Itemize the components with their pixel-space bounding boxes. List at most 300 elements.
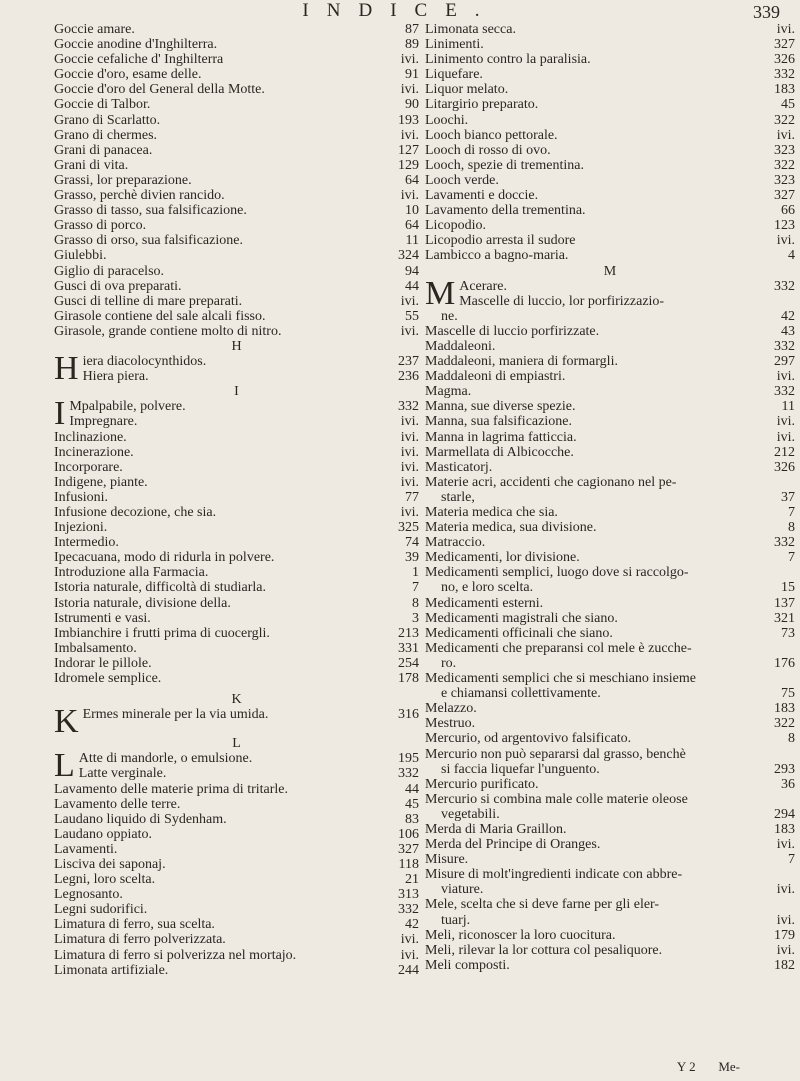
index-entry: [425, 339, 795, 354]
index-entry: [54, 656, 419, 671]
entry-text: Istrumenti e vasi.: [54, 610, 151, 626]
entry-page-number: ivi.: [776, 429, 795, 445]
entry-page-number: 322: [774, 157, 795, 173]
entry-text: Lambicco a bagno-maria.: [425, 248, 569, 264]
entry-page-number: 55: [405, 308, 419, 324]
section-l-head-rows: [54, 751, 419, 781]
index-entry: [54, 294, 419, 309]
index-entry: [54, 203, 419, 218]
entry-page-number: ivi.: [776, 942, 795, 958]
index-entry: [425, 430, 795, 445]
entry-text: Matraccio.: [425, 535, 486, 551]
index-entry: [54, 596, 419, 611]
index-entry: [425, 777, 795, 792]
section-m: [425, 309, 795, 973]
entry-page-number: 293: [774, 761, 795, 777]
index-entry: [54, 797, 419, 812]
index-entry: [54, 812, 419, 827]
entry-page-number: ivi.: [776, 837, 795, 853]
entry-text: Lavamento della trementina.: [425, 203, 586, 219]
drop-initial-i: I: [54, 399, 66, 430]
letter-heading-m: M: [603, 263, 617, 279]
index-entry: [425, 158, 795, 173]
entry-text: Goccie anodine d'Inghilterra.: [54, 37, 218, 53]
entry-text: Mascelle di luccio porfirizzate.: [425, 323, 600, 339]
section-i-head: [54, 399, 419, 429]
page-footer: [677, 1059, 740, 1075]
entry-text: Ermes minerale per la via umida.: [82, 707, 269, 723]
entry-page-number: 118: [398, 856, 419, 872]
entry-page-number: 244: [398, 962, 419, 978]
entry-text: Mercurio non può separarsi dal grasso, benchè: [425, 746, 686, 762]
index-entry: [425, 143, 795, 158]
entry-page-number: 64: [405, 218, 419, 234]
entry-page-number: 294: [774, 806, 795, 822]
letter-heading-k: K: [231, 692, 242, 708]
entry-page-number: 83: [405, 811, 419, 827]
entry-page-number: 137: [774, 595, 795, 611]
index-entry: [425, 67, 795, 82]
entry-text: Girasole contiene del sale alcali fisso.: [54, 308, 266, 324]
entry-page-number: 42: [405, 917, 419, 933]
index-entry: [425, 762, 795, 777]
entry-text: Grasso di porco.: [54, 218, 147, 234]
index-entry: [54, 948, 419, 963]
entry-text: Marmellata di Albicocche.: [425, 444, 574, 460]
index-entry: [54, 857, 419, 872]
index-entry: [425, 550, 795, 565]
entry-page-number: ivi.: [400, 323, 419, 339]
entry-text: Medicamenti esterni.: [425, 595, 544, 611]
entry-text: Giulebbi.: [54, 248, 107, 264]
index-entry: [425, 384, 795, 399]
entry-page-number: 183: [774, 821, 795, 837]
index-entry: [425, 113, 795, 128]
section-h-rows: [54, 354, 419, 384]
entry-text: Imbalsamento.: [54, 640, 137, 656]
index-entry: [425, 324, 795, 339]
entry-page-number: 45: [405, 796, 419, 812]
entry-page-number: 1: [412, 565, 419, 581]
entry-page-number: 127: [398, 142, 419, 158]
entry-page-number: 327: [398, 841, 419, 857]
entry-text: Goccie cefaliche d' Inghilterra: [54, 52, 224, 68]
entry-page-number: 73: [781, 625, 795, 641]
entry-text: Manna in lagrima fatticcia.: [425, 429, 577, 445]
index-entry: [425, 414, 795, 429]
index-entry: [425, 188, 795, 203]
section-l-head: [54, 751, 419, 781]
entry-text: Grasso di orso, sua falsificazione.: [54, 233, 243, 249]
entry-page-number: ivi.: [400, 947, 419, 963]
entry-page-number: 8: [412, 595, 419, 611]
section-m-head-rows: [425, 279, 795, 309]
index-entry: [54, 324, 419, 339]
entry-text: Merda di Maria Graillon.: [425, 821, 567, 837]
index-entry: [425, 656, 795, 671]
entry-page-number: 90: [405, 97, 419, 113]
index-entry: [425, 97, 795, 112]
page-number: 339: [753, 2, 780, 22]
index-entry: [54, 550, 419, 565]
entry-page-number: 44: [405, 278, 419, 294]
index-entry: [83, 707, 419, 722]
entry-text: Mele, scelta che si deve farne per gli eler-: [425, 897, 660, 913]
entry-text: Misure.: [425, 852, 469, 868]
entry-page-number: 297: [774, 354, 795, 370]
index-entry: [54, 887, 419, 902]
index-entry: [425, 958, 795, 973]
entry-page-number: ivi.: [400, 429, 419, 445]
entry-text: Licopodio arresta il sudore: [425, 233, 576, 249]
index-entry: [54, 917, 419, 932]
section-k: [54, 707, 419, 736]
entry-page-number: 44: [405, 781, 419, 797]
section-l-cont: [425, 22, 795, 264]
entry-text: Looch verde.: [425, 172, 499, 188]
entry-page-number: 332: [774, 338, 795, 354]
index-entry: [425, 22, 795, 37]
index-entry: [54, 842, 419, 857]
entry-text: Medicamenti semplici, luogo dove si raccolgo-: [425, 565, 689, 581]
index-entry: [83, 369, 419, 384]
entry-page-number: 7: [788, 550, 795, 566]
entry-page-number: 332: [398, 902, 419, 918]
index-entry: [425, 747, 795, 762]
index-entry: [54, 158, 419, 173]
index-entry: [425, 173, 795, 188]
index-entry: [54, 902, 419, 917]
index-entry: [54, 782, 419, 797]
index-entry: [425, 913, 795, 928]
index-entry: [54, 872, 419, 887]
entry-text: Liquor melato.: [425, 82, 509, 98]
entry-page-number: ivi.: [400, 127, 419, 143]
section-i-head-rows: [54, 399, 419, 429]
entry-text: Laudano liquido di Sydenham.: [54, 811, 227, 827]
entry-page-number: 15: [781, 580, 795, 596]
entry-text: Gusci di ova preparati.: [54, 278, 182, 294]
entry-page-number: 195: [398, 751, 419, 767]
section-l: [54, 782, 419, 978]
entry-page-number: 183: [774, 701, 795, 717]
entry-page-number: ivi.: [776, 414, 795, 430]
entry-page-number: 182: [774, 957, 795, 973]
entry-page-number: ivi.: [776, 233, 795, 249]
index-entry: [425, 671, 795, 686]
entry-page-number: 324: [398, 248, 419, 264]
entry-page-number: 36: [781, 776, 795, 792]
entry-text: Hiera piera.: [82, 369, 149, 385]
entry-page-number: 75: [781, 686, 795, 702]
entry-text: Linimento contro la paralisia.: [425, 52, 591, 68]
entry-page-number: 11: [781, 399, 795, 415]
index-entry: [425, 309, 795, 324]
entry-text: Medicamenti officinali che siano.: [425, 625, 613, 641]
entry-text: Merda del Principe di Oranges.: [425, 837, 601, 853]
index-entry: [425, 943, 795, 958]
entry-text: Lavamenti.: [54, 841, 118, 857]
entry-page-number: ivi.: [776, 127, 795, 143]
entry-page-number: 8: [788, 731, 795, 747]
index-entry: [459, 294, 795, 309]
entry-page-number: 326: [774, 52, 795, 68]
index-entry: [54, 671, 419, 686]
index-entry: [425, 520, 795, 535]
index-entry: [69, 399, 419, 414]
index-entry: [54, 67, 419, 82]
index-entry: [425, 928, 795, 943]
entry-page-number: 7: [788, 852, 795, 868]
entry-text: Limatura di ferro polverizzata.: [54, 932, 226, 948]
index-entry: [425, 731, 795, 746]
entry-text: Infusione decozione, che sia.: [54, 505, 217, 520]
entry-page-number: 332: [774, 278, 795, 294]
entry-page-number: 89: [405, 37, 419, 53]
entry-text: Manna, sua falsificazione.: [425, 414, 572, 430]
index-entry: [79, 766, 419, 781]
entry-text: Lavamenti e doccie.: [425, 188, 539, 204]
letter-heading-l: L: [232, 736, 241, 752]
index-entry: [425, 837, 795, 852]
entry-text: vegetabili.: [441, 806, 500, 822]
entry-text: Intermedio.: [54, 535, 119, 551]
entry-page-number: 323: [774, 172, 795, 188]
entry-page-number: 7: [788, 505, 795, 520]
entry-page-number: 332: [774, 535, 795, 551]
index-entry: [425, 505, 795, 520]
entry-text: Misure di molt'ingredienti indicate con abbre-: [425, 867, 683, 883]
section-g: [54, 22, 419, 339]
entry-page-number: ivi.: [400, 293, 419, 309]
entry-page-number: 74: [405, 535, 419, 551]
index-entry: [54, 580, 419, 595]
entry-text: Ipecacuana, modo di ridurla in polvere.: [54, 550, 275, 566]
index-entry: [54, 626, 419, 641]
entry-page-number: 43: [781, 323, 795, 339]
index-entry: [425, 852, 795, 867]
entry-page-number: 45: [781, 97, 795, 113]
entry-page-number: 254: [398, 655, 419, 671]
index-entry: [54, 520, 419, 535]
entry-text: Materia medica, sua divisione.: [425, 520, 597, 536]
entry-page-number: 37: [781, 489, 795, 505]
entry-page-number: ivi.: [400, 474, 419, 490]
index-entry: [54, 475, 419, 490]
entry-text: Grasso di tasso, sua falsificazione.: [54, 203, 247, 219]
entry-page-number: 178: [398, 671, 419, 687]
entry-text: Mercurio purificato.: [425, 776, 539, 792]
index-entry: [54, 22, 419, 37]
entry-page-number: 236: [398, 369, 419, 385]
entry-text: Incorporare.: [54, 459, 123, 475]
index-entry: [54, 963, 419, 978]
entry-text: iera diacolocynthidos.: [82, 354, 207, 370]
entry-text: si faccia liquefar l'unguento.: [441, 761, 600, 777]
entry-text: Lavamento delle terre.: [54, 796, 181, 812]
entry-text: Melazzo.: [425, 701, 477, 717]
index-entry: [425, 445, 795, 460]
index-entry: [425, 686, 795, 701]
index-entry: [425, 701, 795, 716]
index-entry: [425, 490, 795, 505]
entry-page-number: ivi.: [776, 882, 795, 898]
entry-page-number: 313: [398, 887, 419, 903]
index-entry: [425, 128, 795, 143]
entry-text: Girasole, grande contiene molto di nitro.: [54, 323, 282, 339]
entry-page-number: 331: [398, 640, 419, 656]
index-entry: [425, 354, 795, 369]
index-entry: [54, 565, 419, 580]
entry-page-number: 10: [405, 203, 419, 219]
entry-text: Linimenti.: [425, 37, 484, 53]
entry-page-number: 326: [774, 459, 795, 475]
index-entry: [425, 822, 795, 837]
index-entry: [54, 611, 419, 626]
drop-initial-l: L: [54, 751, 75, 782]
entry-page-number: 176: [774, 655, 795, 671]
entry-text: ne.: [441, 308, 458, 324]
left-column: [54, 22, 419, 978]
entry-page-number: 212: [774, 444, 795, 460]
entry-text: Meli, rilevar la lor cottura col pesaliquore.: [425, 942, 663, 958]
entry-text: Mestruo.: [425, 716, 476, 732]
signature-mark: Y 2: [676, 1059, 696, 1074]
index-entry: [54, 309, 419, 324]
index-entry: [54, 52, 419, 67]
index-entry: [54, 490, 419, 505]
entry-text: viature.: [441, 882, 484, 898]
index-entry: [425, 369, 795, 384]
index-entry: [425, 641, 795, 656]
entry-text: Gusci di telline di mare preparati.: [54, 293, 243, 309]
entry-page-number: 327: [774, 188, 795, 204]
entry-text: Litargirio preparato.: [425, 97, 539, 113]
entry-text: Limonata secca.: [425, 22, 516, 37]
entry-text: Infusioni.: [54, 489, 109, 505]
section-i: [54, 430, 419, 687]
index-entry: [54, 97, 419, 112]
entry-page-number: 332: [774, 384, 795, 400]
entry-page-number: 106: [398, 826, 419, 842]
entry-text: Lisciva dei saponaj.: [54, 856, 166, 872]
entry-page-number: 322: [774, 716, 795, 732]
entry-page-number: 332: [774, 67, 795, 83]
entry-text: Magma.: [425, 384, 472, 400]
entry-page-number: ivi.: [400, 444, 419, 460]
entry-text: Legnosanto.: [54, 887, 123, 903]
entry-text: Manna, sue diverse spezie.: [425, 399, 576, 415]
section-h: [54, 354, 419, 384]
catchword: Me-: [718, 1059, 740, 1074]
entry-page-number: ivi.: [776, 369, 795, 385]
index-entry: [54, 460, 419, 475]
index-entry: [54, 430, 419, 445]
entry-text: Loochi.: [425, 112, 469, 128]
entry-page-number: ivi.: [400, 414, 419, 430]
index-entry: [425, 867, 795, 882]
entry-text: Meli, riconoscer la loro cuocitura.: [425, 927, 616, 943]
index-entry: [54, 279, 419, 294]
entry-page-number: 316: [398, 707, 419, 723]
index-entry: [425, 248, 795, 263]
index-entry: [425, 399, 795, 414]
entry-page-number: 42: [781, 308, 795, 324]
entry-text: Indigene, piante.: [54, 474, 148, 490]
index-entry: [54, 188, 419, 203]
entry-text: e chiamansi collettivamente.: [441, 686, 601, 702]
entry-text: Limatura di ferro, sua scelta.: [54, 917, 215, 933]
index-entry: [425, 626, 795, 641]
entry-text: Liquefare.: [425, 67, 483, 83]
entry-page-number: ivi.: [776, 22, 795, 37]
entry-page-number: 321: [774, 610, 795, 626]
entry-text: Atte di mandorle, o emulsione.: [78, 751, 253, 767]
index-entry: [425, 897, 795, 912]
entry-page-number: 77: [405, 489, 419, 505]
entry-text: Impregnare.: [69, 414, 138, 430]
index-entry: [425, 218, 795, 233]
entry-page-number: 21: [405, 872, 419, 888]
entry-text: Grani di vita.: [54, 157, 129, 173]
entry-text: Grano di Scarlatto.: [54, 112, 161, 128]
entry-text: Mascelle di luccio, lor porfirizzazio-: [459, 293, 665, 309]
index-entry: [425, 611, 795, 626]
entry-text: Maddaleoni di empiastri.: [425, 369, 566, 385]
entry-text: Giglio di paracelso.: [54, 263, 165, 279]
entry-text: Laudano oppiato.: [54, 826, 152, 842]
entry-text: Medicamenti semplici che si meschiano insieme: [425, 671, 696, 687]
entry-text: Limonata artifiziale.: [54, 962, 169, 978]
entry-text: Idromele semplice.: [54, 671, 162, 687]
index-entry: [54, 128, 419, 143]
entry-text: Inclinazione.: [54, 429, 127, 445]
index-entry: [425, 203, 795, 218]
index-entry: [54, 248, 419, 263]
index-entry: [425, 460, 795, 475]
letter-heading-h: H: [231, 338, 242, 354]
entry-page-number: 66: [781, 203, 795, 219]
entry-text: Introduzione alla Farmacia.: [54, 565, 209, 581]
entry-page-number: 323: [774, 142, 795, 158]
entry-text: Acerare.: [459, 278, 508, 294]
entry-text: Meli composti.: [425, 957, 510, 973]
entry-text: Mpalpabile, polvere.: [69, 399, 186, 415]
entry-page-number: 87: [405, 22, 419, 37]
entry-page-number: 91: [405, 67, 419, 83]
index-entry: [54, 113, 419, 128]
entry-text: Grassi, lor preparazione.: [54, 172, 192, 188]
entry-page-number: 7: [412, 580, 419, 596]
entry-page-number: 64: [405, 172, 419, 188]
entry-page-number: 327: [774, 37, 795, 53]
entry-text: Goccie d'oro, esame delle.: [54, 67, 202, 83]
entry-page-number: 39: [405, 550, 419, 566]
entry-text: Goccie d'oro del General della Motte.: [54, 82, 265, 98]
index-entry: [54, 445, 419, 460]
index-entry: [425, 807, 795, 822]
entry-page-number: 183: [774, 82, 795, 98]
entry-page-number: 213: [398, 625, 419, 641]
index-entry: [425, 596, 795, 611]
entry-page-number: 123: [774, 218, 795, 234]
section-k-rows: [54, 707, 419, 722]
index-entry: [425, 565, 795, 580]
entry-text: Goccie di Talbor.: [54, 97, 151, 113]
index-entry: [54, 932, 419, 947]
entry-page-number: 4: [788, 248, 795, 264]
entry-page-number: 332: [398, 766, 419, 782]
